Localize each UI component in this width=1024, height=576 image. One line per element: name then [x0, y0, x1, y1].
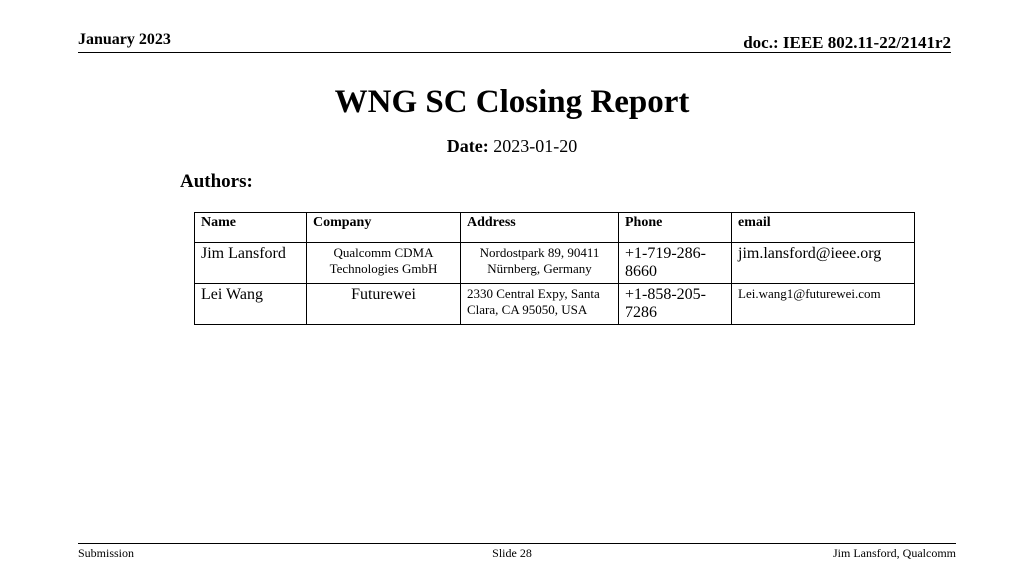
cell-email: jim.lansford@ieee.org: [732, 243, 915, 284]
date-label: Date:: [446, 136, 489, 156]
date-line: [0, 136, 1024, 157]
cell-company: Qualcomm CDMA Technologies GmbH: [307, 243, 461, 284]
slide-title: WNG SC Closing Report: [334, 84, 690, 120]
footer-slide-number: Slide 28: [492, 546, 532, 560]
cell-phone: +1-719-286-8660: [619, 243, 732, 284]
header-doc-id: doc.: IEEE 802.11-22/2141r2: [743, 33, 951, 52]
header-date: January 2023: [78, 31, 171, 48]
column-header-company: Company: [307, 213, 461, 243]
cell-email: Lei.wang1@futurewei.com: [732, 284, 915, 325]
table-row: [195, 243, 915, 284]
authors-table: [194, 212, 915, 325]
header-rule: [78, 52, 951, 53]
cell-name: Lei Wang: [195, 284, 307, 325]
authors-heading: Authors:: [180, 171, 253, 192]
cell-company: Futurewei: [307, 284, 461, 325]
column-header-email: email: [732, 213, 915, 243]
column-header-address: Address: [461, 213, 619, 243]
footer-author: Jim Lansford, Qualcomm: [833, 546, 956, 560]
footer-submission: Submission: [78, 546, 135, 560]
table-row: [195, 284, 915, 325]
cell-phone: +1-858-205-7286: [619, 284, 732, 325]
column-header-name: Name: [195, 213, 307, 243]
footer-rule: [78, 543, 956, 544]
table-header-row: [195, 213, 915, 243]
cell-name: Jim Lansford: [195, 243, 307, 284]
cell-address: Nordostpark 89, 90411 Nürnberg, Germany: [461, 243, 619, 284]
column-header-phone: Phone: [619, 213, 732, 243]
cell-address: 2330 Central Expy, Santa Clara, CA 95050, USA: [461, 284, 619, 325]
date-value: 2023-01-20: [488, 136, 578, 156]
